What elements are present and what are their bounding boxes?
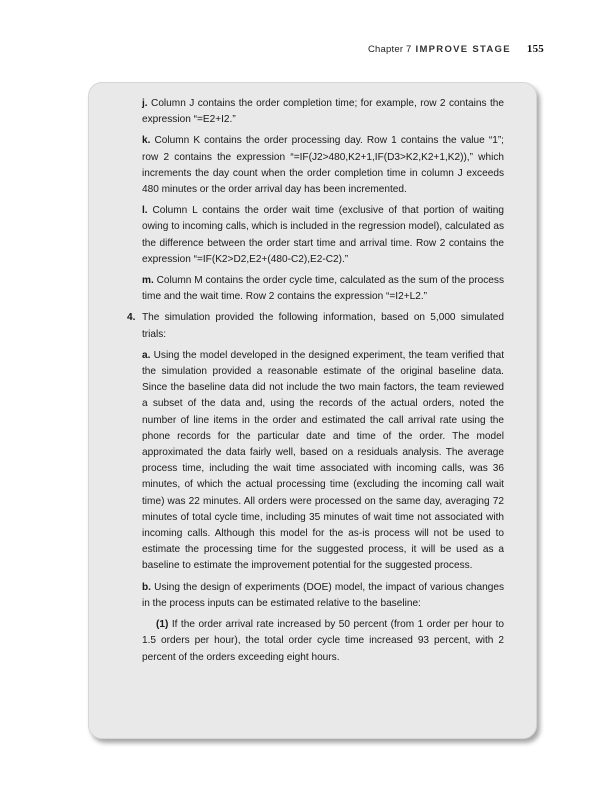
item-4-label: 4.: [127, 312, 136, 324]
item-4: [127, 310, 504, 342]
item-k: [142, 133, 504, 198]
item-b1: [142, 617, 504, 666]
item-b: [142, 580, 504, 612]
chapter-label: Chapter 7: [367, 44, 412, 55]
item-j-text: Column J contains the order completion time; for example, row 2 contains the expression “=E2+I2.”: [142, 98, 504, 126]
item-a-label: a.: [142, 349, 151, 361]
item-l-text: Column L contains the order wait time (exclusive of that portion of waiting owing to incoming calls, which is included in the regression model), calculated as the difference between the order start time and arrival time. Row 2 contains the expression “=IF(K2>D2,E2+(480-C2),E2-C2).”: [142, 205, 504, 265]
item-b-text: Using the design of experiments (DOE) model, the impact of various changes in the process inputs can be estimated relative to the baseline:: [142, 581, 504, 609]
item-m-label: m.: [142, 275, 154, 287]
item-j-label: j.: [142, 98, 148, 109]
stage-label: IMPROVE STAGE: [415, 44, 511, 55]
item-a: [142, 348, 504, 575]
item-m: [142, 273, 504, 305]
box-content: [114, 96, 504, 671]
item-k-text: Column K contains the order processing day. Row 1 contains the value “1”; row 2 contains the expression “=IF(J2>480,K2+1,IF(D3>K2,K2+1,K2)),” which increments the day count when the order completion time in column J exceeds 480 minutes or the order arrival day has been incremented.: [142, 135, 504, 196]
item-j: [142, 96, 504, 128]
item-a-text: Using the model developed in the designed experiment, the team verified that the simulation provided a reasonable estimate of the original baseline data. Since the baseline data did not include the two main factors, the team reviewed a subset of the data and, using the records of the actual orders, noted the number of line items in the order and estimated the call arrival rate using the phone records for the particular date and time of the order. The model approximated the data fairly well, based on a residuals analysis. The average process time, including the wait time associated with incoming calls, was 36 minutes, of which the actual processing time (excluding the incoming call wait time) was 22 minutes. All orders were processed on the same day, averaging 72 minutes of total cycle time, including 35 minutes of wait time not associated with incoming calls. Although this model for the as-is process will not be used to estimate the processing time for the suggested process, it will be used as a baseline to estimate the improvement potential for the suggested process.: [142, 349, 504, 572]
item-l: [142, 203, 504, 268]
page-number: 155: [526, 43, 544, 55]
item-b-label: b.: [142, 581, 151, 593]
item-m-text: Column M contains the order cycle time, calculated as the sum of the process time and the wait time. Row 2 contains the expression “=I2+L2.”: [142, 275, 504, 303]
item-4-text: The simulation provided the following information, based on 5,000 simulated trials:: [142, 312, 504, 340]
item-k-label: k.: [142, 135, 151, 147]
item-l-label: l.: [142, 205, 148, 217]
item-b1-text: If the order arrival rate increased by 50 percent (from 1 order per hour to 1.5 orders per hour), the total order cycle time increased 93 percent, with 2 percent of the orders exceeding eight hours.: [142, 619, 504, 663]
running-head: [368, 43, 544, 55]
item-b1-label: (1): [156, 619, 169, 631]
